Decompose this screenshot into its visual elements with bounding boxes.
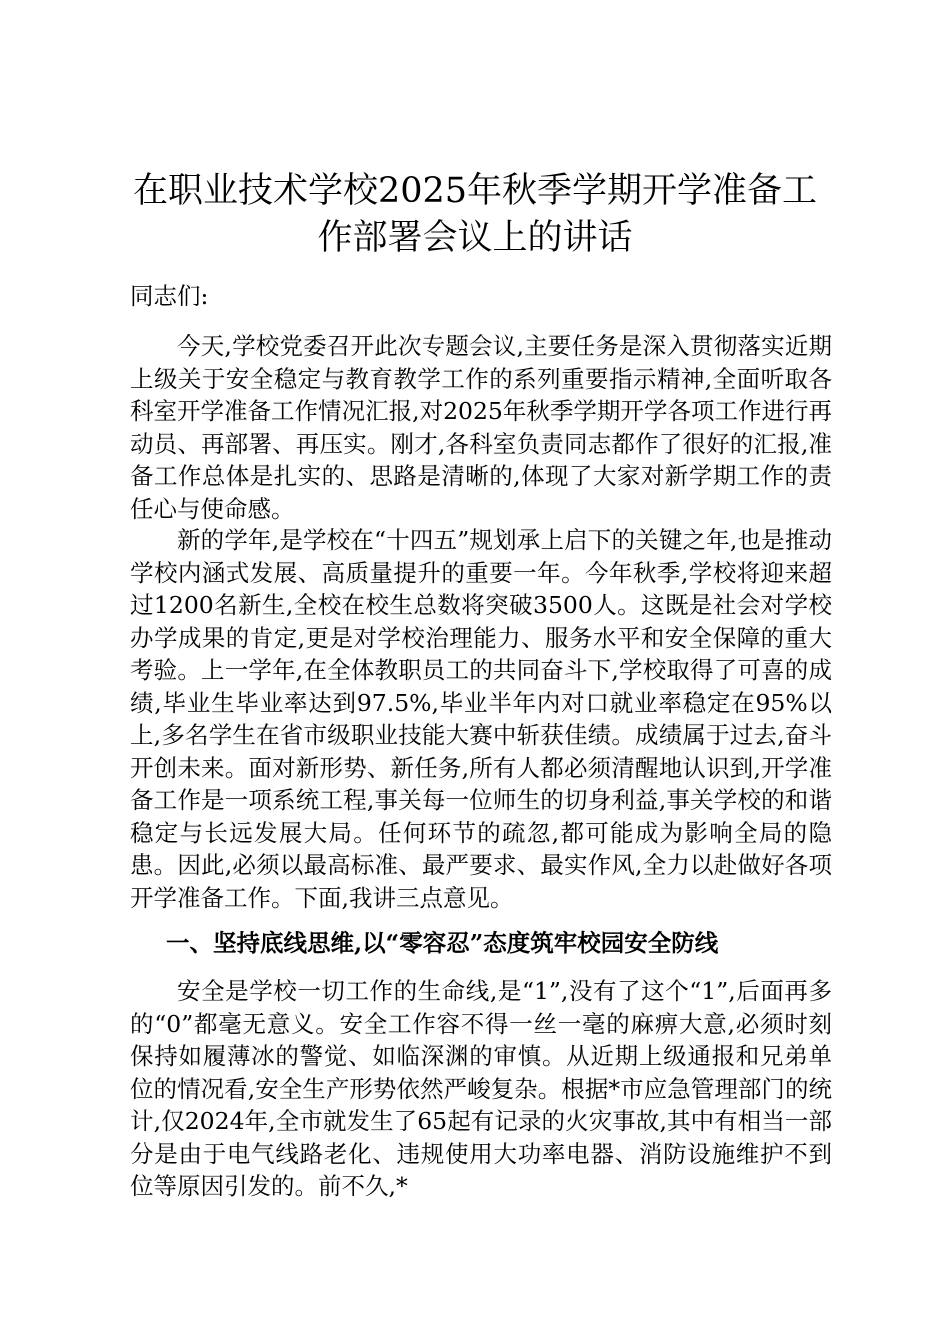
paragraph-background: 新的学年,是学校在“十四五”规划承上启下的关键之年,也是推动学校内涵式发展、高质量提升的重要一年。今年秋季,学校将迎来超过1200名新生,全校在校生总数将突破3500人。这既是社会对学校办学成果的肯定,更是对学校治理能力、服务水平和安全保障的重大考验。上一学年,在全体教职员工的共同奋斗下,学校取得了可喜的成绩,毕业生毕业率达到97.5%,毕业半年内对口就业率稳定在95%以上,多名学生在省市级职业技能大赛中斩获佳绩。成绩属于过去,奋斗开创未来。面对新形势、新任务,所有人都必须清醒地认识到,开学准备工作是一项系统工程,事关每一位师生的切身利益,事关学校的和谐稳定与长远发展大局。任何环节的疏忽,都可能成为影响全局的隐患。因此,必须以最高标准、最严要求、最实作风,全力以赴做好各项开学准备工作。下面,我讲三点意见。 <box>130 526 832 912</box>
paragraph-opening: 今天,学校党委召开此次专题会议,主要任务是深入贯彻落实近期上级关于安全稳定与教育教学工作的系列重要指示精神,全面听取各科室开学准备工作情况汇报,对2025年秋季学期开学各项工作进行再动员、再部署、再压实。刚才,各科室负责同志都作了很好的汇报,准备工作总体是扎实的、思路是清晰的,体现了大家对新学期工作的责任心与使命感。 <box>130 332 832 523</box>
paragraph-safety: 安全是学校一切工作的生命线,是“1”,没有了这个“1”,后面再多的“0”都毫无意义。安全工作容不得一丝一毫的麻痹大意,必须时刻保持如履薄冰的警觉、如临深渊的审慎。从近期上级通报和兄弟单位的情况看,安全生产形势依然严峻复杂。根据*市应急管理部门的统计,仅2024年,全市就发生了65起有记录的火灾事故,其中有相当一部分是由于电气线路老化、违规使用大功率电器、消防设施维护不到位等原因引发的。前不久,* <box>130 977 832 1200</box>
salutation: 同志们: <box>130 282 209 310</box>
section-heading-1: 一、坚持底线思维,以“零容忍”态度筑牢校园安全防线 <box>166 929 719 957</box>
document-title: 在职业技术学校2025年秋季学期开学准备工 作部署会议上的讲话 <box>132 171 818 258</box>
